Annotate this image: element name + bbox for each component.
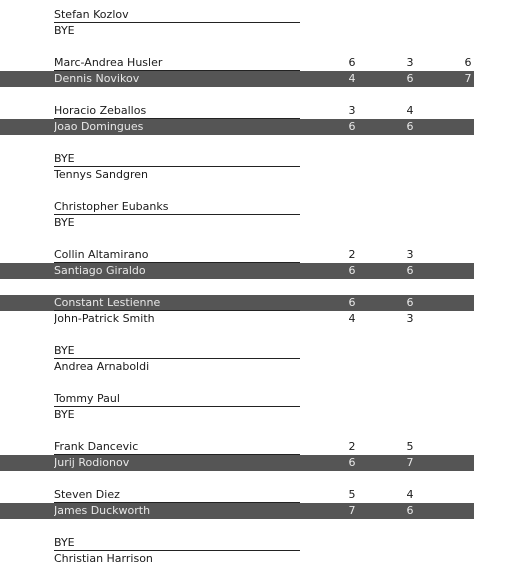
player-row — [0, 55, 474, 71]
set-score: 2 — [348, 440, 356, 453]
set-score: 5 — [406, 440, 414, 453]
player-name: BYE — [54, 408, 75, 421]
set-score: 3 — [348, 104, 356, 117]
player-name: Christian Harrison — [54, 552, 153, 565]
player-row — [0, 359, 474, 375]
player-name: Joao Domingues — [54, 120, 144, 133]
player-name: Tennys Sandgren — [54, 168, 148, 181]
player-name: Andrea Arnaboldi — [54, 360, 150, 373]
player-name: BYE — [54, 24, 75, 37]
player-name: Collin Altamirano — [54, 247, 300, 263]
player-row-winner — [0, 119, 474, 135]
set-score: 6 — [406, 504, 414, 517]
set-score: 6 — [406, 72, 414, 85]
player-row — [0, 23, 474, 39]
player-row-winner — [0, 71, 474, 87]
player-name: Dennis Novikov — [54, 72, 140, 85]
player-row-winner — [0, 503, 474, 519]
set-score: 4 — [348, 312, 356, 325]
player-row-winner — [0, 295, 474, 311]
player-name: Frank Dancevic — [54, 439, 300, 455]
player-row — [0, 391, 474, 407]
player-name: Christopher Eubanks — [54, 199, 300, 215]
player-row — [0, 167, 474, 183]
player-name: James Duckworth — [54, 504, 151, 517]
player-row — [0, 215, 474, 231]
set-score: 6 — [406, 264, 414, 277]
set-score: 6 — [348, 56, 356, 69]
player-name: Santiago Giraldo — [54, 264, 146, 277]
set-score: 6 — [348, 456, 356, 469]
player-name: Tommy Paul — [54, 391, 300, 407]
player-row — [0, 7, 474, 23]
player-row-winner — [0, 455, 474, 471]
player-row — [0, 151, 474, 167]
player-name: Horacio Zeballos — [54, 103, 300, 119]
player-row — [0, 311, 474, 327]
player-name: Jurij Rodionov — [54, 456, 130, 469]
player-row — [0, 199, 474, 215]
player-name: Stefan Kozlov — [54, 7, 300, 23]
player-row — [0, 439, 474, 455]
player-name: BYE — [54, 151, 300, 167]
player-row-winner — [0, 263, 474, 279]
set-score: 3 — [406, 56, 414, 69]
player-name: Marc-Andrea Husler — [54, 55, 300, 71]
set-score: 6 — [348, 296, 356, 309]
set-score: 6 — [464, 56, 472, 69]
set-score: 6 — [406, 296, 414, 309]
player-name: BYE — [54, 343, 300, 359]
set-score: 3 — [406, 248, 414, 261]
set-score: 7 — [464, 72, 472, 85]
player-row — [0, 487, 474, 503]
set-score: 5 — [348, 488, 356, 501]
player-name: Constant Lestienne — [54, 295, 300, 311]
set-score: 6 — [406, 120, 414, 133]
set-score: 6 — [348, 120, 356, 133]
player-name: BYE — [54, 216, 75, 229]
set-score: 3 — [406, 312, 414, 325]
set-score: 7 — [406, 456, 414, 469]
player-name: John-Patrick Smith — [54, 312, 155, 325]
set-score: 2 — [348, 248, 356, 261]
set-score: 6 — [348, 264, 356, 277]
player-row — [0, 551, 474, 567]
player-name: Steven Diez — [54, 487, 300, 503]
player-row — [0, 343, 474, 359]
player-row — [0, 247, 474, 263]
set-score: 4 — [348, 72, 356, 85]
player-row — [0, 535, 474, 551]
player-row — [0, 407, 474, 423]
set-score: 4 — [406, 104, 414, 117]
player-name: BYE — [54, 535, 300, 551]
player-row — [0, 103, 474, 119]
set-score: 7 — [348, 504, 356, 517]
set-score: 4 — [406, 488, 414, 501]
